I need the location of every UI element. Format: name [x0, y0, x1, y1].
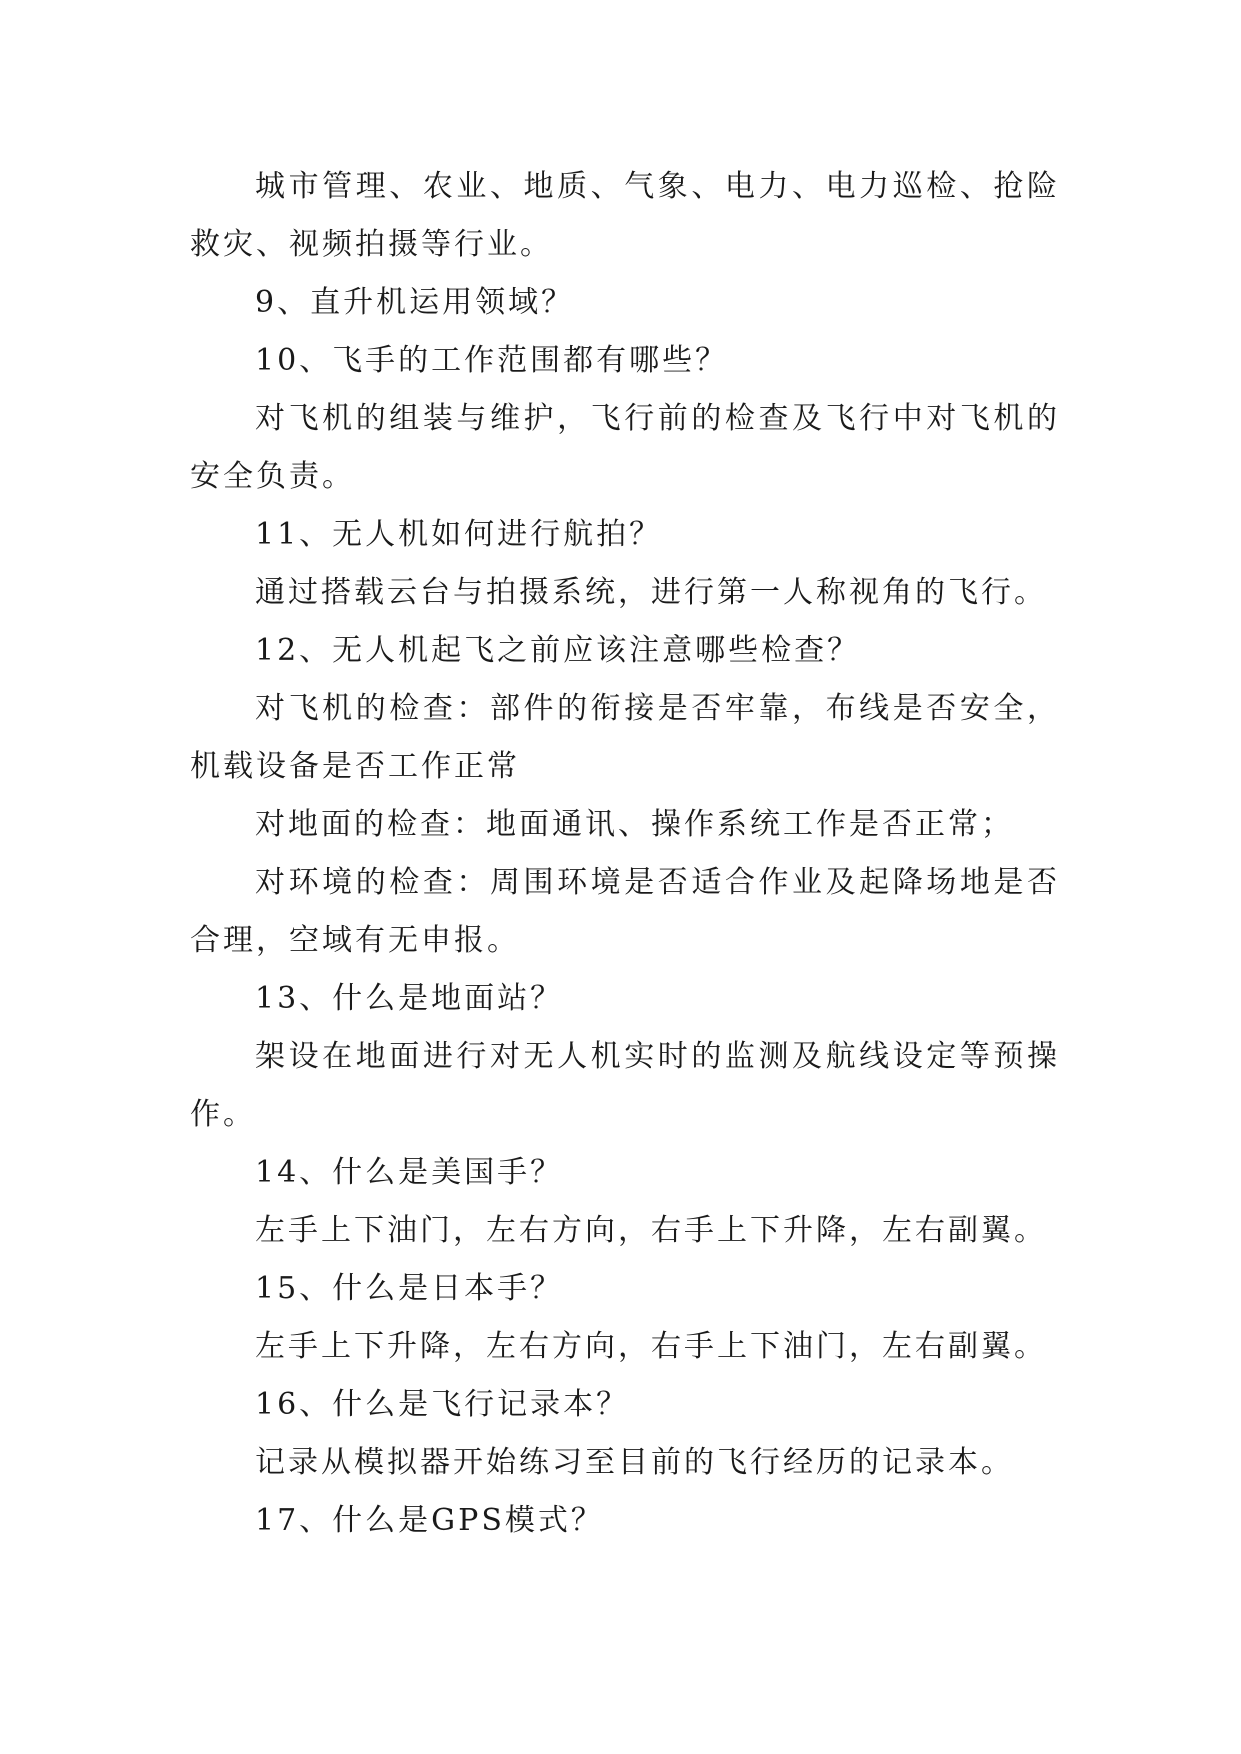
paragraph-industries: 城市管理、农业、地质、气象、电力、电力巡检、抢险救灾、视频拍摄等行业。	[190, 169, 1060, 262]
answer-12-aircraft-check: 对飞机的检查：部件的衔接是否牢靠，布线是否安全，机载设备是否工作正常	[190, 691, 1060, 784]
answer-10: 对飞机的组装与维护，飞行前的检查及飞行中对飞机的安全负责。	[190, 401, 1060, 494]
question-14: 14、什么是美国手？	[255, 1155, 564, 1190]
answer-16: 记录从模拟器开始练习至目前的飞行经历的记录本。	[255, 1445, 1014, 1480]
question-10: 10、飞手的工作范围都有哪些？	[255, 343, 729, 378]
answer-11: 通过搭载云台与拍摄系统，进行第一人称视角的飞行。	[255, 575, 1047, 610]
question-15: 15、什么是日本手？	[255, 1271, 564, 1306]
answer-14: 左手上下油门，左右方向，右手上下升降，左右副翼。	[255, 1213, 1047, 1248]
answer-13: 架设在地面进行对无人机实时的监测及航线设定等预操作。	[190, 1039, 1060, 1132]
answer-12-environment-check: 对环境的检查：周围环境是否适合作业及起降场地是否合理，空域有无申报。	[190, 865, 1060, 958]
answer-12-ground-check: 对地面的检查：地面通讯、操作系统工作是否正常；	[255, 807, 1014, 842]
question-12: 12、无人机起飞之前应该注意哪些检查？	[255, 633, 861, 668]
answer-15: 左手上下升降，左右方向，右手上下油门，左右副翼。	[255, 1329, 1047, 1364]
question-13: 13、什么是地面站？	[255, 981, 564, 1016]
question-9: 9、直升机运用领域？	[255, 285, 575, 320]
question-17: 17、什么是GPS模式？	[255, 1503, 604, 1538]
question-16: 16、什么是飞行记录本？	[255, 1387, 630, 1422]
document-body	[190, 158, 1060, 1550]
question-11: 11、无人机如何进行航拍？	[255, 517, 663, 552]
